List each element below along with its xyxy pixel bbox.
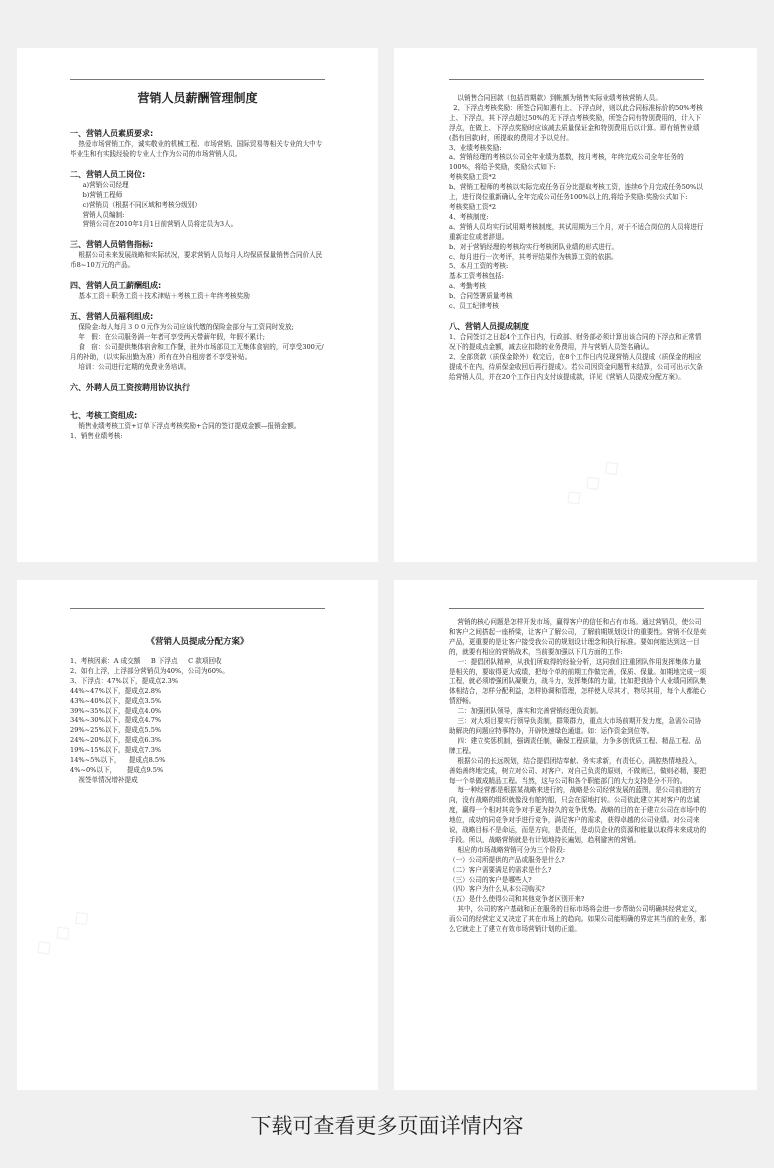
paragraph: a、营销经理的考核以公司全年业绩为基数，按月考核，年终完成公司全年任务的100%，将给予奖励，奖励公式如下: — [449, 153, 684, 172]
spacer — [449, 312, 707, 321]
paragraph: 培训：公司进行定期的免费业务培训。 — [70, 362, 191, 371]
section-heading: 三、营销人员销售指标: — [70, 240, 154, 250]
spacer — [70, 302, 328, 311]
paragraph: a)营销公司经理 — [70, 180, 129, 189]
paragraph: 4、考核制度: — [449, 212, 489, 221]
paragraph: 43%~40%以下，提成点3.5% — [70, 696, 162, 705]
document-page-3 — [17, 580, 378, 1090]
header-rule — [70, 608, 325, 609]
section-heading: 一、营销人员素质要求: — [70, 129, 154, 138]
paragraph: 29%~25%以下，提成点5.5% — [70, 726, 162, 735]
paragraph: 三：对大项目要实行领导负责制，群策群力，重点大市场前期开发力度，急需公司协助解决的问题应特事特办，开辟快速绿色通道。如：运作资金到位等。 — [449, 717, 702, 735]
paragraph: 34%~30%以下，提成点4.7% — [70, 716, 162, 725]
section-heading: 六、外聘人员工资按聘用协议执行 — [70, 382, 190, 392]
download-caption: 下载可查看更多页面详情内容 — [250, 1114, 524, 1138]
paragraph: 热爱市场营销工作，诚实敬业的机械工程、市场营销、国际贸易等相关专业的大中专毕业生和有实践经验的专业人士作为公司的市场营销人员。 — [70, 140, 323, 158]
spacer — [70, 230, 328, 239]
paragraph: 考核奖励工资*2 — [449, 202, 497, 211]
paragraph: 营销人员编制: — [70, 210, 125, 219]
paragraph: 考核奖励工资*2 — [449, 173, 497, 182]
paragraph: b、对于营销经理的考核均实行考核团队业绩的形式进行。 — [449, 242, 619, 251]
paragraph: 每一种经营都是根据某战略来进行的，战略是公司经营发展的蓝图，是公司前进的方向，没有战略的组织就像没有舵的船，只会在原地打转。公司依此建立其对客户的忠诚度，赢得一个相对其竞争对手更为持久的竞争优势。战略的目的在于建立公司在市场中的地位，成功的同竞争对手进行竞争，满足客户的需求，获得卓越的公司业绩。对公司来说，战略目标不是命运，而是方向，是责任，是动员企业的资源和能量以取得未来成功的手段。所以，战略营销就是有计划地持长遍划，趋利避害的营销。 — [449, 786, 707, 844]
paragraph: 14%~5%以下， 提成点8.5% — [70, 756, 166, 765]
paragraph: 1、合同签订之日起4个工作日内，行政部、财务部必须计算出该合同的下浮点和正常情况下的提成点金额，减去应扣除的业务费用，并与营销人员签名确认。 — [449, 332, 702, 351]
paragraph: 根据公司未来发展战略和实际状况，要求营销人员每月人均保质保量销售合同价人民币8~10万元的产品。 — [70, 251, 323, 270]
section-heading: 五、营销人员福利组成: — [70, 312, 154, 322]
paragraph: 3、下浮点：47%以下，提成点2.3% — [70, 676, 179, 685]
paragraph: 3、业绩考核奖励: — [449, 143, 502, 152]
page-3-body — [70, 657, 328, 786]
paragraph: 基本工资考核包括: — [449, 272, 504, 281]
header-rule — [449, 608, 704, 609]
paragraph: 销售业绩考核工资+订单下浮点考核奖励+合同的签订提成金额—报销金额。 — [70, 421, 301, 430]
section-heading: 七、考核工资组成: — [70, 410, 138, 420]
document-page-4 — [394, 580, 757, 1090]
paragraph: 四：建立奖惩机制，强调责任制，确保工程质量，力争多创优质工程、精品工程、品牌工程。 — [449, 736, 702, 755]
document-page-1 — [17, 48, 378, 562]
section-heading: 八、营销人员提成制度 — [449, 321, 529, 331]
section-heading: 二、营销人员工岗位: — [70, 169, 146, 179]
document-title: 营销人员薪酬管理制度 — [137, 91, 258, 105]
paragraph: b)营销工程师 — [70, 190, 123, 199]
paragraph: b、营销工程师的考核以实际完成任务百分比提取考核工资，连续6个月完成任务50%以上，进行岗位重新确认,全年完成公司任务100%以上的,将给予奖励:奖励公式如下: — [449, 183, 703, 202]
paragraph: （五）是什么使得公司和其他竞争者区别开来? — [449, 895, 585, 904]
paragraph: （三）公司的客户是哪些人? — [449, 875, 532, 884]
paragraph: c、每月进行一次考评，其考评结果作为核算工资的依据。 — [449, 252, 618, 261]
paragraph: 1、销售业绩考核: — [70, 431, 123, 440]
paragraph: 相应的市场战略营销可分为三个阶段: — [449, 845, 566, 854]
paragraph: 以销售合同回款（包括首期款）到帐额为销售实际业绩考核营销人员。 — [449, 94, 662, 102]
paragraph: 视签单情况增补提成 — [70, 775, 138, 784]
paragraph: 24%~20%以下，提成点6.3% — [70, 736, 162, 745]
paragraph: 二：加强团队领导，落实和完善营销经理负责制。 — [449, 707, 603, 716]
section-heading: 四、营销人员工薪酬组成: — [70, 281, 162, 291]
paragraph: a、营销人员均实行试用期考核制度，其试用期为三个月，对于不适合岗位的人员将进行重新定位或者辞退。 — [449, 222, 704, 241]
header-rule — [70, 79, 325, 80]
paragraph: 44%~47%以下，提成点2.8% — [70, 686, 162, 695]
paragraph: 营销的核心问题是怎样开发市场，赢得客户的信任和占有市场。通过营销员，使公司和客户之间搭起一座桥梁，让客户了解公司，了解前期规划设计的重要性。营销不仅是卖产品，更重要的是让客户接受我公司的规划设计理念和执行标准。要如何能达到这一目的，就要有相应的营销战术，当前要加强以下几方面的工作: — [449, 618, 707, 656]
paragraph: 2、如有上浮，上浮部分营销员为40%，公司为60%。 — [70, 666, 229, 675]
spacer — [70, 373, 328, 382]
paragraph: 2、全部货款（质保金除外）收完后，在8个工作日内兑现营销人员提成（质保金的相应提成不在内，待质保金收回后再行提成）。若公司因资金问题暂未结算，公司可出示欠条给营销人员，并在20个工作日内支付该提成款，详见《营销人员提成分配方案》。 — [449, 352, 703, 381]
paragraph: 其中，公司的客户基础和正在服务的目标市场将会进一步帮助公司明确其经营定义，而公司的经营定义又决定了其在市场上的趋向。如果公司能明确的界定其当前的业务，那么它就走上了建立有效市场营销计划的正道。 — [449, 905, 707, 934]
paragraph: 4%~0%以下， 提成点9.5% — [70, 765, 164, 774]
page-4-body — [449, 618, 707, 935]
paragraph: 一：提倡团队精神，从我们所取得的经验分析，这同我们注重团队作用发挥集体力量是相关的，要取得更大成绩，把每个单的前期工作做完善，保质、保量。如期地完成一项工程，就必须增强团队凝聚力，战斗力，发挥集体的力量，比如把我协个人业绩同团队集体相结合，怎样分配利益，怎样协调和管理，怎样使人尽其才，物尽其用，每个人都能心情舒畅。 — [449, 657, 707, 706]
paragraph: 39%~35%以下，提成点4.0% — [70, 706, 162, 715]
paragraph: 19%~15%以下，提成点7.3% — [70, 746, 162, 755]
paragraph: （二）客户需要满足的需求是什么? — [449, 865, 552, 874]
paragraph: 营销公司在2010年1月1日前营销人员将定员为3人。 — [70, 220, 238, 229]
paragraph: 保险金:每人每月３００元作为公司应该代缴的保险金部分与工资同时发放; — [70, 323, 294, 332]
spacer — [70, 271, 328, 280]
paragraph: 基本工资＋职务工资＋技术津贴＋考核工资＋年终考核奖励 — [70, 292, 250, 301]
paragraph: c、员工纪律考核 — [449, 302, 499, 311]
paragraph: c)营销员（根据不同区域和考核分级别） — [70, 200, 201, 209]
watermark: ◇ ◇ ◇ — [29, 902, 96, 963]
paragraph: 1、考核因素：A 成交额 B 下浮点 C 款项回收 — [70, 657, 222, 665]
paragraph: 2、下浮点考核奖励：所签合同如遇有上、下浮点时，则以此合同标准标价的50%考核上、下浮点，其下浮点超过50%的无下浮点考核奖励，所签合同有特别费用的，计入下浮点，在做上、下浮点奖励时应该减去质量保证金和特别费用后以计算。即有销售业绩(指有回款)时，所提取的费用才予以兑付。 — [449, 103, 703, 142]
spacer — [70, 160, 328, 169]
paragraph: （四）客户为什么从本公司购买? — [449, 885, 545, 894]
paragraph: 食 宿：公司提供集体宿舍和工作餐，驻外市场部员工无集体食宿的，可享受300元/月的补助，（以实际出勤为准）所有在外自租房者不享受补贴。 — [70, 342, 324, 361]
watermark: ◇ ◇ ◇ — [559, 452, 626, 513]
paragraph: a、考勤考核 — [449, 282, 486, 291]
section-title: 《营销人员提成分配方案》 — [146, 637, 249, 647]
header-rule — [449, 79, 704, 80]
paragraph: 年 假：在公司服务满一年者可享受两天带薪年假，年假不累计; — [70, 332, 265, 341]
paragraph: 根据公司的长远规划，结合提倡团结奉献、务实求新，有责任心，满腔热情地投入，善始善终地完成，树立对公司、对客户、对自己负责的原则，不做则已，做则必精，要把每一个单做成精品工程。当然，这与公司和各个职能部门的大力支持是分不开的。 — [449, 756, 707, 785]
page-2-body — [449, 94, 707, 382]
paragraph: （一）公司所提供的产品或服务是什么? — [449, 855, 565, 864]
page-1-body — [70, 128, 328, 441]
paragraph: 5、本月工资的考核: — [449, 262, 509, 271]
paragraph: b、合同签署质量考核 — [449, 292, 513, 301]
spacer — [70, 394, 328, 410]
